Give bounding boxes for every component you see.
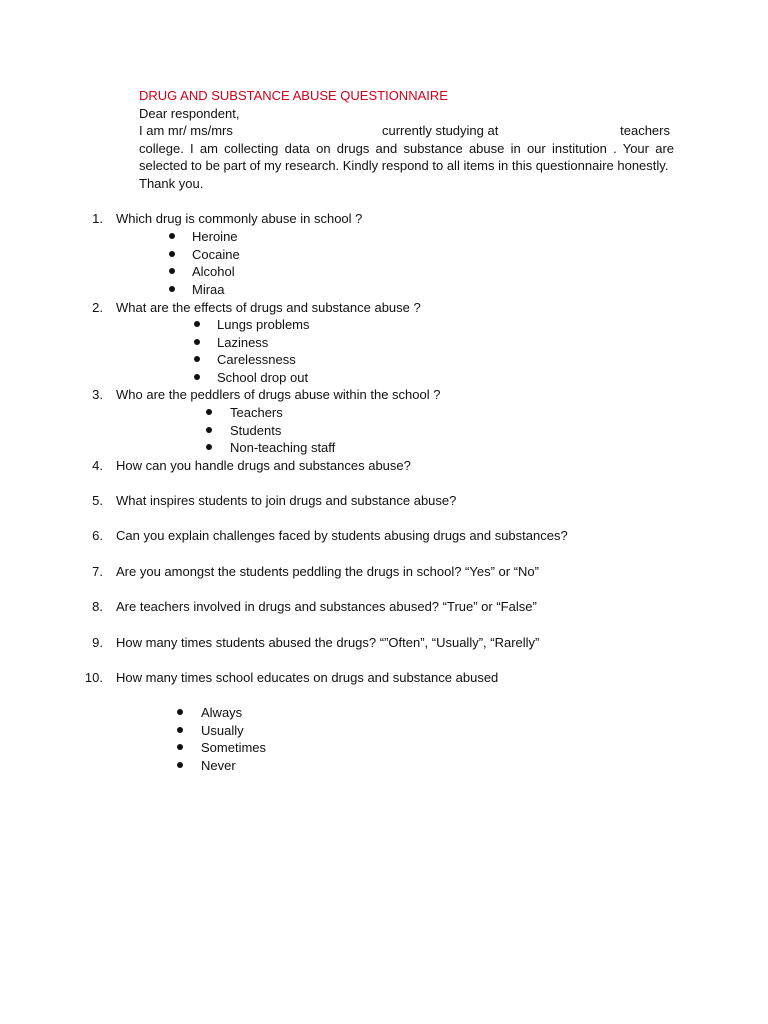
intro-thanks: Thank you.: [139, 176, 204, 191]
intro-teachers-word: teachers: [620, 123, 670, 138]
bullet-icon: [194, 356, 200, 362]
questionnaire-title: DRUG AND SUBSTANCE ABUSE QUESTIONNAIRE: [139, 88, 448, 103]
option-label: Students: [230, 423, 282, 438]
bullet-icon: [206, 409, 212, 415]
question-number: 1.: [92, 211, 103, 226]
question-text: What inspires students to join drugs and substance abuse?: [116, 493, 457, 508]
option-label: Always: [201, 705, 243, 720]
option-label: Carelessness: [217, 352, 296, 367]
bullet-icon: [194, 339, 200, 345]
option-label: Lungs problems: [217, 317, 310, 332]
question-number: 8.: [92, 599, 103, 614]
question-text: Can you explain challenges faced by students abusing drugs and substances?: [116, 528, 568, 543]
bullet-icon: [169, 286, 175, 292]
question-text: Who are the peddlers of drugs abuse within the school ?: [116, 387, 441, 402]
question-number: 7.: [92, 564, 103, 579]
option-label: Laziness: [217, 335, 269, 350]
bullet-icon: [194, 374, 200, 380]
question-number: 10.: [84, 670, 103, 685]
intro-name-prompt: I am mr/ ms/mrs: [139, 123, 233, 138]
question-number: 2.: [92, 300, 103, 315]
option-label: Heroine: [192, 229, 238, 244]
option-label: Never: [201, 758, 236, 773]
bullet-icon: [177, 744, 183, 750]
bullet-icon: [177, 727, 183, 733]
question-text: Are you amongst the students peddling the drugs in school? “Yes” or “No”: [116, 564, 539, 579]
intro-line-2: college. I am collecting data on drugs and substance abuse in our institution . Your are: [139, 141, 674, 156]
bullet-icon: [177, 709, 183, 715]
intro-studying-prompt: currently studying at: [382, 123, 499, 138]
bullet-icon: [169, 233, 175, 239]
option-label: Cocaine: [192, 247, 240, 262]
bullet-icon: [169, 251, 175, 257]
question-text: How many times students abused the drugs? “”Often”, “Usually”, “Rarelly”: [116, 635, 540, 650]
question-number: 4.: [92, 458, 103, 473]
option-label: Sometimes: [201, 740, 267, 755]
question-text: What are the effects of drugs and substance abuse ?: [116, 300, 421, 315]
bullet-icon: [206, 427, 212, 433]
question-text: Are teachers involved in drugs and substances abused? “True” or “False”: [116, 599, 537, 614]
question-number: 6.: [92, 528, 103, 543]
question-text: How can you handle drugs and substances abuse?: [116, 458, 411, 473]
option-label: Usually: [201, 723, 244, 738]
question-number: 9.: [92, 635, 103, 650]
greeting: Dear respondent,: [139, 106, 240, 121]
bullet-icon: [169, 268, 175, 274]
option-label: Alcohol: [192, 264, 235, 279]
option-label: Teachers: [230, 405, 283, 420]
option-label: Miraa: [192, 282, 225, 297]
question-number: 3.: [92, 387, 103, 402]
bullet-icon: [194, 321, 200, 327]
question-text: How many times school educates on drugs and substance abused: [116, 670, 499, 685]
option-label: School drop out: [217, 370, 309, 385]
question-text: Which drug is commonly abuse in school ?: [116, 211, 363, 226]
question-number: 5.: [92, 493, 103, 508]
option-label: Non-teaching staff: [230, 440, 336, 455]
bullet-icon: [206, 444, 212, 450]
intro-line-3: selected to be part of my research. Kindly respond to all items in this questionnaire honestly.: [139, 158, 669, 173]
bullet-icon: [177, 762, 183, 768]
